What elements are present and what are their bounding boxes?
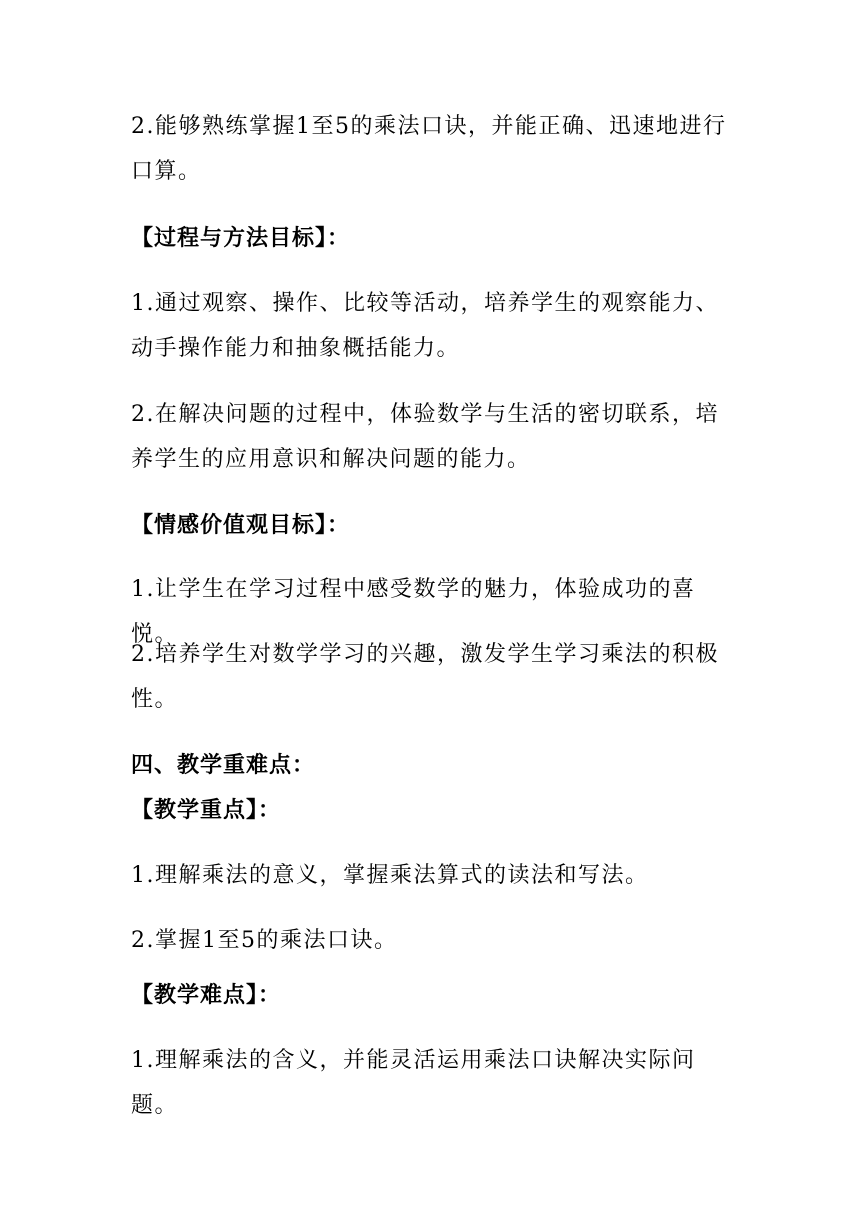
key-point-2: 2.掌握1至5的乘法口诀。 xyxy=(131,928,398,953)
process-goal-2: 2.在解决问题的过程中，体验数学与生活的密切联系，培养学生的应用意识和解决问题的能力。 xyxy=(131,402,719,472)
emotion-goal-2: 2.培养学生对数学学习的兴趣，激发学生学习乘法的积极性。 xyxy=(131,642,719,712)
teaching-difficult-points-heading: 【教学难点】： xyxy=(131,983,282,1008)
teaching-key-points-heading: 【教学重点】： xyxy=(131,798,282,823)
section-4-title: 四、教学重难点： xyxy=(131,753,316,778)
emotion-value-goals-heading: 【情感价值观目标】： xyxy=(131,513,351,538)
process-goal-1: 1.通过观察、操作、比较等活动，培养学生的观察能力、动手操作能力和抽象概括能力。 xyxy=(131,291,719,361)
key-point-1: 1.理解乘法的意义，掌握乘法算式的读法和写法。 xyxy=(131,863,649,888)
process-method-goals-heading: 【过程与方法目标】： xyxy=(131,226,351,251)
knowledge-goal-2: 2.能够熟练掌握1至5的乘法口诀，并能正确、迅速地进行口算。 xyxy=(131,114,727,184)
difficult-point-1: 1.理解乘法的含义，并能灵活运用乘法口诀解决实际问题。 xyxy=(131,1048,696,1118)
emotion-goal-1: 1.让学生在学习过程中感受数学的魅力，体验成功的喜悦。 xyxy=(131,577,696,647)
